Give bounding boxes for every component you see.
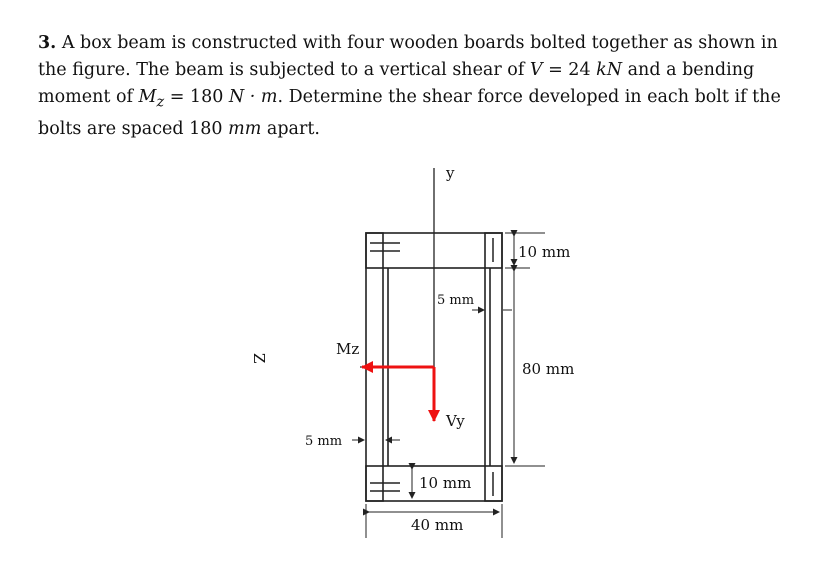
moment-label: Mz xyxy=(336,340,360,358)
problem-number: 3. xyxy=(38,33,57,53)
shear-unit: kN xyxy=(596,60,623,80)
spacing-unit: mm xyxy=(228,118,262,139)
shear-symbol: V xyxy=(529,60,543,80)
moment-subscript: z xyxy=(156,93,165,111)
web-inner-dim-label: 5 mm xyxy=(437,293,475,308)
problem-text-4: apart. xyxy=(261,118,320,139)
z-axis-label: Z xyxy=(250,353,268,364)
equals-2: = 180 xyxy=(164,87,229,107)
problem-text-2: and a bending moment of xyxy=(38,60,755,107)
moment-unit: N · m xyxy=(228,87,278,107)
problem-text-3: . Determine the shear force developed in each bolt if the bolts are spaced 180 xyxy=(38,87,781,139)
moment-symbol: M xyxy=(138,87,157,107)
problem-text-1: A box beam is constructed with four wooden boards bolted together as shown in the figure. The beam is subjected to a vertical shear of xyxy=(38,33,778,80)
right-web-board xyxy=(485,233,502,501)
equals-1: = 24 xyxy=(542,60,597,80)
bottom-flange-dim-label: 10 mm xyxy=(419,474,472,492)
y-axis-label: y xyxy=(446,164,455,182)
shear-label: Vy xyxy=(446,412,465,430)
top-flange-dim-label: 10 mm xyxy=(518,243,571,261)
depth-dim-label: 80 mm xyxy=(522,360,575,378)
left-web-dim-label: 5 mm xyxy=(305,434,343,449)
width-dim-label: 40 mm xyxy=(411,516,464,534)
